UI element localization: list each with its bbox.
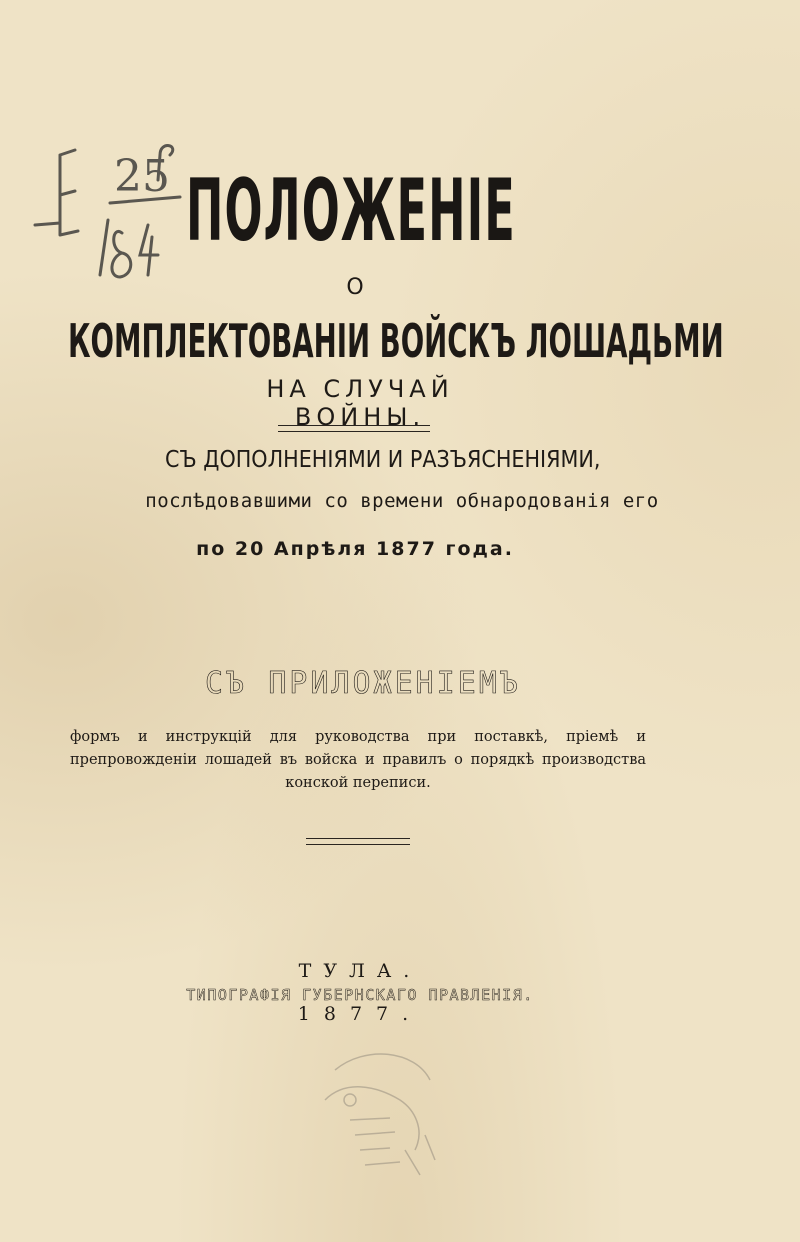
handwritten-mark-top: 25 — [114, 151, 170, 202]
document-title: ПОЛОЖЕНІЕ — [186, 161, 516, 261]
handwritten-mark-graphic — [30, 125, 190, 295]
additions-line: СЪ ДОПОЛНЕНІЯМИ И РАЗЪЯСНЕНІЯМИ, — [165, 447, 601, 473]
handwritten-shelf-mark — [30, 125, 190, 295]
since-line: послѣдовавшими со времени обнародованія его — [145, 490, 659, 512]
appendix-heading: СЪ ПРИЛОЖЕНІЕМЪ — [205, 666, 521, 701]
date-line: по 20 Апрѣля 1877 года. — [196, 538, 514, 560]
document-subtitle-line2: НА СЛУЧАЙ ВОЙНЫ. — [266, 375, 454, 431]
appendix-description: формъ и инструкцій для руководства при поставкѣ, пріемѣ и препровожденіи лошадей въ войска и правилъ о порядкѣ производства конской переписи. — [70, 729, 646, 791]
document-subtitle: КОМПЛЕКТОВАНІИ ВОЙСКЪ ЛОШАДЬМИ — [68, 314, 724, 368]
title-preposition: О — [346, 275, 364, 300]
divider-rule-lower — [306, 838, 410, 845]
faded-library-stamp — [305, 1040, 455, 1190]
divider-rule — [278, 425, 430, 432]
imprint-city: ТУЛА. — [298, 960, 422, 982]
imprint-year: 1877. — [297, 1003, 423, 1025]
imprint-press: ТИПОГРАФІЯ ГУБЕРНСКАГО ПРАВЛЕНІЯ. — [186, 986, 534, 1004]
